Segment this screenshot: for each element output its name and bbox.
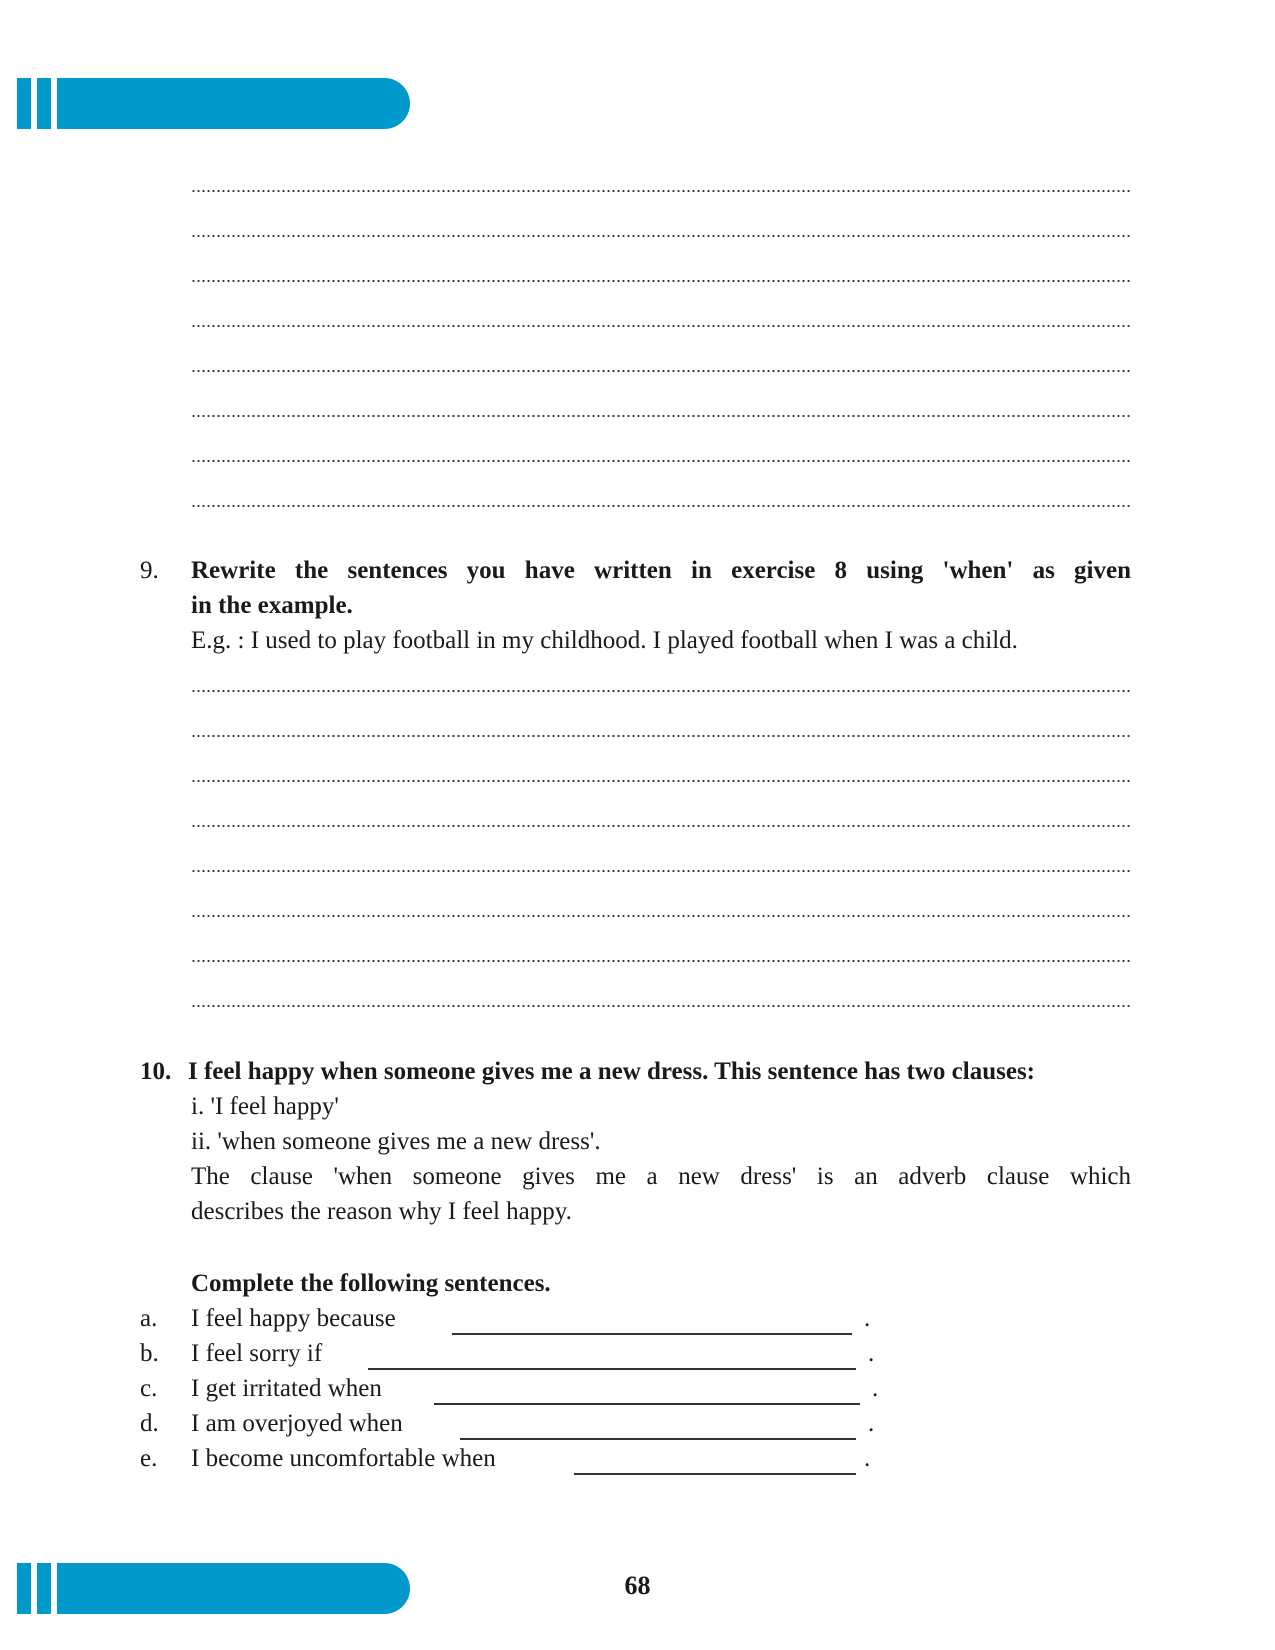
q9-title-line2: in the example. (191, 592, 353, 619)
item-letter: b. (140, 1340, 159, 1367)
q10-instruction: Complete the following sentences. (191, 1270, 551, 1297)
answer-line (191, 652, 1131, 698)
q10-clause-ii: ii. 'when someone gives me a new dress'. (191, 1128, 601, 1155)
answer-line (191, 422, 1131, 468)
item-letter: e. (140, 1445, 158, 1472)
q10-explanation-line1: The clause 'when someone gives me a new dress' is an adverb clause which (191, 1163, 1131, 1190)
q10-clause-i: i. 'I feel happy' (191, 1093, 339, 1120)
q10-explanation-line2: describes the reason why I feel happy. (191, 1198, 572, 1225)
bar-stripe (17, 78, 31, 129)
answer-line (191, 922, 1131, 968)
q9-example: E.g. : I used to play football in my childhood. I played football when I was a child. (191, 627, 1018, 654)
item-end-mark: . (868, 1410, 875, 1437)
bar-stripe (17, 1563, 31, 1614)
item-stem: I get irritated when (191, 1375, 382, 1402)
answer-line (191, 742, 1131, 788)
answer-line (191, 467, 1131, 513)
answer-blank[interactable] (368, 1346, 856, 1370)
item-letter: a. (140, 1305, 158, 1332)
footer-decorative-bar (17, 1563, 410, 1614)
bar-main (57, 1563, 410, 1614)
item-end-mark: . (864, 1445, 871, 1472)
bar-main (57, 78, 410, 129)
item-stem: I feel sorry if (191, 1340, 323, 1367)
header-decorative-bar (17, 78, 410, 129)
answer-line (191, 877, 1131, 923)
answer-blank[interactable] (460, 1416, 856, 1440)
bar-stripe (37, 78, 51, 129)
answer-line (191, 197, 1131, 243)
page-number: 68 (624, 1571, 651, 1600)
item-stem: I become uncomfortable when (191, 1445, 496, 1472)
q10-number: 10. (140, 1058, 172, 1085)
q9-title-line1: Rewrite the sentences you have written in exercise 8 using 'when' as given (191, 557, 1131, 584)
item-end-mark: . (872, 1375, 879, 1402)
answer-blank[interactable] (434, 1381, 860, 1405)
answer-line (191, 332, 1131, 378)
answer-line (191, 832, 1131, 878)
answer-line (191, 697, 1131, 743)
q10-title: I feel happy when someone gives me a new dress. This sentence has two clauses: (188, 1058, 1035, 1085)
item-end-mark: . (868, 1340, 875, 1367)
bar-stripe (37, 1563, 51, 1614)
item-stem: I feel happy because (191, 1305, 396, 1332)
answer-line (191, 242, 1131, 288)
item-stem: I am overjoyed when (191, 1410, 403, 1437)
answer-line (191, 152, 1131, 198)
answer-line (191, 967, 1131, 1013)
answer-blank[interactable] (452, 1311, 852, 1335)
answer-blank[interactable] (574, 1451, 856, 1475)
answer-line (191, 287, 1131, 333)
item-letter: c. (140, 1375, 158, 1402)
item-end-mark: . (864, 1305, 871, 1332)
item-letter: d. (140, 1410, 159, 1437)
answer-line (191, 787, 1131, 833)
q9-number: 9. (140, 557, 159, 584)
answer-line (191, 377, 1131, 423)
